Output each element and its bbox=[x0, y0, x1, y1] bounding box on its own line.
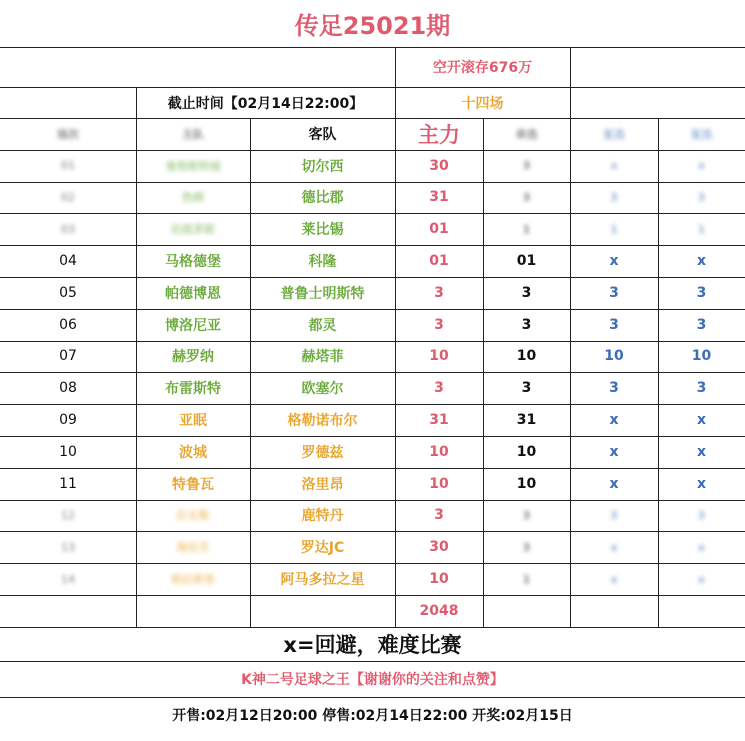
home-team: 布雷斯特 bbox=[165, 381, 221, 398]
away-team: 切尔西 bbox=[301, 158, 344, 175]
pick-col4: 10 bbox=[516, 475, 537, 492]
home-team: 伯恩茅斯 bbox=[171, 223, 215, 237]
column-header-c5: 复选 bbox=[603, 127, 625, 141]
pick-col5: x bbox=[610, 572, 618, 586]
away-team: 罗德兹 bbox=[301, 444, 344, 461]
pick-col6: x bbox=[697, 159, 706, 173]
jackpot-pool: 空开滚存676万 bbox=[432, 60, 533, 76]
away-team: 莱比锡 bbox=[301, 222, 344, 239]
away-team: 阿马多拉之星 bbox=[280, 572, 365, 589]
main-pick: 30 bbox=[429, 157, 449, 174]
match-number: 10 bbox=[59, 443, 77, 460]
pick-col5: 10 bbox=[604, 348, 624, 365]
pick-col5: x bbox=[609, 443, 619, 460]
pick-col5: 1 bbox=[610, 222, 618, 236]
legend-note: x=回避，难度比赛 bbox=[283, 632, 462, 657]
column-header-no: 场次 bbox=[57, 127, 79, 141]
row-divider bbox=[0, 436, 745, 437]
home-team: 海伦芬 bbox=[176, 541, 210, 555]
row-divider bbox=[0, 500, 745, 501]
issue-title: 传足25021期 bbox=[294, 12, 451, 40]
pick-col5: 3 bbox=[609, 284, 619, 301]
column-header-c4: 单选 bbox=[515, 127, 538, 141]
away-team: 鹿特丹 bbox=[301, 508, 344, 525]
match-number: 01 bbox=[61, 159, 75, 173]
row-divider bbox=[0, 372, 745, 373]
match-count-label: 十四场 bbox=[461, 95, 504, 112]
column-divider bbox=[395, 118, 396, 627]
pick-col4: 3 bbox=[521, 284, 532, 301]
away-team: 格勒诺布尔 bbox=[287, 413, 358, 430]
match-number: 06 bbox=[59, 316, 77, 333]
away-team: 普鲁士明斯特 bbox=[280, 285, 365, 302]
pick-col6: 3 bbox=[697, 508, 706, 522]
column-divider bbox=[483, 118, 484, 627]
home-team: 赫罗纳 bbox=[172, 349, 214, 366]
match-number: 04 bbox=[59, 253, 77, 270]
pick-col4: 3 bbox=[522, 159, 531, 173]
pick-col6: x bbox=[696, 253, 707, 270]
pick-col6: x bbox=[696, 412, 707, 429]
row-divider bbox=[0, 595, 745, 596]
pick-col5: x bbox=[610, 540, 618, 554]
column-header-c6: 复选 bbox=[690, 127, 713, 141]
row-divider bbox=[0, 277, 745, 278]
home-team: 亚眠 bbox=[179, 413, 207, 430]
pick-col6: x bbox=[696, 475, 707, 492]
home-team: 曼彻斯特城 bbox=[165, 159, 221, 173]
main-pick: 10 bbox=[429, 348, 449, 365]
column-header-main: 主力 bbox=[418, 122, 460, 147]
column-divider bbox=[570, 118, 571, 627]
row-divider bbox=[0, 182, 745, 183]
home-team: 马格德堡 bbox=[165, 254, 221, 271]
row-divider bbox=[0, 150, 745, 151]
column-divider bbox=[250, 118, 251, 627]
match-number: 11 bbox=[59, 475, 77, 492]
row-divider bbox=[0, 213, 745, 214]
match-number: 02 bbox=[61, 190, 75, 204]
pick-col4: 01 bbox=[516, 253, 537, 270]
pick-col5: x bbox=[609, 253, 619, 270]
away-team: 科隆 bbox=[308, 254, 337, 271]
pick-col6: x bbox=[697, 540, 706, 554]
away-team: 德比郡 bbox=[301, 190, 344, 207]
pick-col6: 3 bbox=[696, 316, 707, 333]
pick-col4: 31 bbox=[516, 412, 537, 429]
away-team: 欧塞尔 bbox=[301, 381, 344, 398]
author-credit: K神二号足球之王【谢谢你的关注和点赞】 bbox=[241, 671, 504, 688]
main-pick: 31 bbox=[429, 189, 449, 206]
pick-col4: 3 bbox=[521, 316, 532, 333]
away-team: 洛里昂 bbox=[301, 476, 344, 493]
pick-col5: 3 bbox=[610, 508, 618, 522]
home-team: 波城 bbox=[179, 444, 207, 461]
main-pick: 01 bbox=[429, 253, 449, 270]
match-number: 05 bbox=[59, 284, 77, 301]
row-divider bbox=[0, 404, 745, 405]
match-number: 14 bbox=[61, 572, 75, 586]
main-pick: 30 bbox=[429, 539, 449, 556]
pick-col6: 10 bbox=[691, 348, 712, 365]
main-pick: 3 bbox=[434, 316, 444, 333]
home-team: 博洛尼亚 bbox=[165, 317, 221, 334]
main-pick: 10 bbox=[429, 443, 449, 460]
main-pick: 10 bbox=[429, 571, 449, 588]
pick-col6: x bbox=[696, 443, 707, 460]
match-number: 08 bbox=[59, 380, 77, 397]
home-team: 格拉斯哥 bbox=[171, 573, 215, 587]
match-number: 07 bbox=[59, 348, 77, 365]
top-border bbox=[0, 47, 745, 48]
row-divider bbox=[0, 309, 745, 310]
pick-col5: x bbox=[609, 412, 619, 429]
pick-col4: 3 bbox=[522, 540, 531, 554]
pick-col4: 10 bbox=[516, 348, 537, 365]
main-pick: 3 bbox=[434, 284, 444, 301]
row-divider bbox=[0, 468, 745, 469]
home-team: 拉瓦勒 bbox=[176, 509, 210, 523]
row-divider bbox=[0, 531, 745, 532]
home-team: 特鲁瓦 bbox=[172, 476, 214, 493]
away-team: 都灵 bbox=[308, 317, 337, 334]
column-divider bbox=[570, 47, 571, 118]
pick-col5: x bbox=[609, 475, 619, 492]
home-team: 帕德博恩 bbox=[165, 285, 221, 302]
match-number: 12 bbox=[61, 508, 75, 522]
match-number: 13 bbox=[61, 540, 75, 554]
pick-col4: 3 bbox=[522, 508, 531, 522]
pick-col5: 3 bbox=[609, 380, 619, 397]
main-pick: 3 bbox=[434, 380, 444, 397]
pick-col4: 10 bbox=[516, 443, 537, 460]
away-team: 罗达JC bbox=[300, 540, 345, 557]
column-divider bbox=[136, 118, 137, 627]
main-pick: 31 bbox=[429, 412, 449, 429]
sale-schedule: 开售:02月12日20:00 停售:02月14日22:00 开奖:02月15日 bbox=[172, 707, 573, 724]
main-pick: 01 bbox=[429, 221, 449, 238]
pick-col4: 1 bbox=[522, 572, 531, 586]
match-number: 09 bbox=[59, 412, 77, 429]
deadline-text: 截止时间【02月14日22:00】 bbox=[167, 95, 364, 112]
column-header-home: 主队 bbox=[182, 127, 204, 141]
pick-col5: 3 bbox=[610, 190, 618, 204]
row-divider bbox=[0, 341, 745, 342]
pick-col4: 1 bbox=[522, 222, 531, 236]
match-number: 03 bbox=[61, 222, 75, 236]
row-divider bbox=[0, 563, 745, 564]
column-divider bbox=[658, 118, 659, 627]
pick-col5: 3 bbox=[609, 316, 619, 333]
pick-col6: x bbox=[697, 572, 706, 586]
pick-col6: 3 bbox=[697, 190, 706, 204]
pick-col6: 3 bbox=[696, 284, 707, 301]
pick-col4: 3 bbox=[521, 380, 532, 397]
pick-col5: x bbox=[610, 159, 618, 173]
main-pick: 3 bbox=[434, 507, 444, 524]
pick-col6: 3 bbox=[696, 380, 707, 397]
away-team: 赫塔菲 bbox=[301, 349, 344, 366]
pick-col6: 1 bbox=[697, 222, 706, 236]
main-pick: 10 bbox=[429, 475, 449, 492]
total-bets: 2048 bbox=[419, 602, 459, 619]
pick-col4: 3 bbox=[522, 190, 531, 204]
home-team: 热刺 bbox=[182, 191, 204, 205]
row-divider bbox=[0, 245, 745, 246]
column-header-away: 客队 bbox=[308, 126, 337, 143]
